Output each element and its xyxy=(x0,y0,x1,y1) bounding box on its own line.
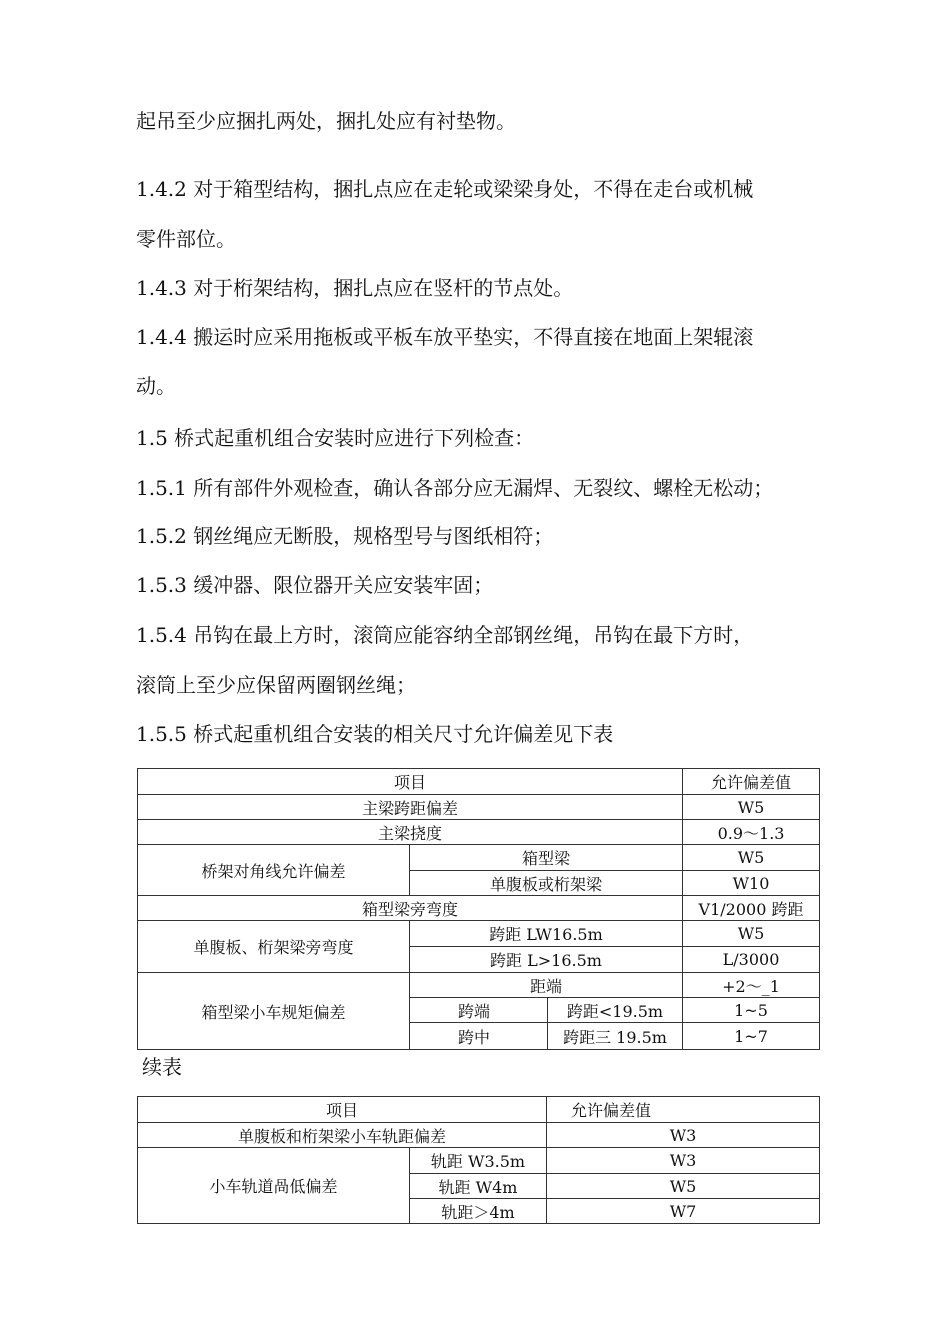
condition-label: 跨距<19.5m xyxy=(548,998,683,1023)
sub-label: 轨距 W3.5m xyxy=(410,1148,547,1174)
paragraph: 1.5.5 桥式起重机组合安装的相关尺寸允许偏差见下表 xyxy=(136,722,614,746)
paragraph: 1.5.4 吊钩在最上方时，滚筒应能容纳全部钢丝绳，吊钩在最下方时， xyxy=(136,623,754,647)
paragraph: 零件部位。 xyxy=(136,227,236,251)
paragraph: 1.4.2 对于箱型结构，捆扎点应在走轮或梁梁身处，不得在走台或机械 xyxy=(136,177,754,201)
paragraph: 1.5.3 缓冲器、限位器开关应安装牢固； xyxy=(136,573,494,597)
table-header-row xyxy=(138,769,820,795)
table-row xyxy=(138,845,820,871)
paragraph: 1.4.4 搬运时应采用拖板或平板车放平垫实，不得直接在地面上架辊滚 xyxy=(136,325,754,349)
tolerance-table-continued xyxy=(137,1096,820,1224)
paragraph: 滚筒上至少应保留两圈钢丝绳； xyxy=(136,673,416,697)
sub-label: 轨距＞4m xyxy=(410,1199,547,1224)
row-value: W7 xyxy=(547,1199,820,1224)
sub-label: 跨端 xyxy=(410,998,548,1023)
row-value: W5 xyxy=(547,1174,820,1199)
header-item: 项目 xyxy=(138,1097,547,1123)
row-label: 主梁跨距偏差 xyxy=(138,795,683,820)
sub-label: 跨中 xyxy=(410,1023,548,1050)
row-value: W5 xyxy=(683,921,820,947)
row-value: W5 xyxy=(683,795,820,820)
group-label: 箱型梁小车规矩偏差 xyxy=(138,973,410,1050)
row-value: L/3000 xyxy=(683,947,820,973)
row-value: 1~5 xyxy=(683,998,820,1023)
row-label: 主梁挠度 xyxy=(138,820,683,845)
table-row xyxy=(138,921,820,947)
row-value: 0.9〜1.3 xyxy=(683,820,820,845)
sub-label: 距端 xyxy=(410,973,683,998)
row-value: W5 xyxy=(683,845,820,871)
tolerance-table xyxy=(137,768,820,1050)
table-row xyxy=(138,1123,820,1148)
paragraph: 1.5 桥式起重机组合安装时应进行下列检查： xyxy=(136,426,535,450)
sub-label: 跨距 LW16.5m xyxy=(410,921,683,947)
row-value: V1/2000 跨距 xyxy=(683,896,820,921)
row-value: +2〜_1 xyxy=(683,973,820,998)
paragraph: 1.5.2 钢丝绳应无断股，规格型号与图纸相符； xyxy=(136,524,554,548)
header-tolerance: 允许偏差值 xyxy=(683,769,820,795)
sub-label: 单腹板或桁架梁 xyxy=(410,871,683,896)
condition-label: 跨距三 19.5m xyxy=(548,1023,683,1050)
row-label: 箱型梁旁弯度 xyxy=(138,896,683,921)
table-row xyxy=(138,1148,820,1174)
paragraph: 1.5.1 所有部件外观检查，确认各部分应无漏焊、无裂纹、螺栓无松动； xyxy=(136,476,774,500)
row-label: 单腹板和桁架梁小车轨距偏差 xyxy=(138,1123,547,1148)
sub-label: 轨距 W4m xyxy=(410,1174,547,1199)
sub-label: 跨距 L>16.5m xyxy=(410,947,683,973)
row-value: 1~7 xyxy=(683,1023,820,1050)
paragraph: 1.4.3 对于桁架结构，捆扎点应在竖杆的节点处。 xyxy=(136,276,574,300)
table-row xyxy=(138,795,820,820)
continued-label: 续表 xyxy=(142,1055,182,1079)
row-value: W3 xyxy=(547,1123,820,1148)
header-item: 项目 xyxy=(138,769,683,795)
table-row xyxy=(138,896,820,921)
row-value: W10 xyxy=(683,871,820,896)
table-header-row xyxy=(138,1097,820,1123)
row-value: W3 xyxy=(547,1148,820,1174)
header-tolerance: 允许偏差值 xyxy=(547,1097,820,1123)
sub-label: 箱型梁 xyxy=(410,845,683,871)
table-row xyxy=(138,973,820,998)
group-label: 单腹板、桁架梁旁弯度 xyxy=(138,921,410,973)
table-row xyxy=(138,820,820,845)
group-label: 小车轨道咼低偏差 xyxy=(138,1148,410,1224)
group-label: 桥架对角线允许偏差 xyxy=(138,845,410,896)
paragraph: 起吊至少应捆扎两处，捆扎处应有衬垫物。 xyxy=(136,109,516,133)
paragraph: 动。 xyxy=(136,374,176,398)
